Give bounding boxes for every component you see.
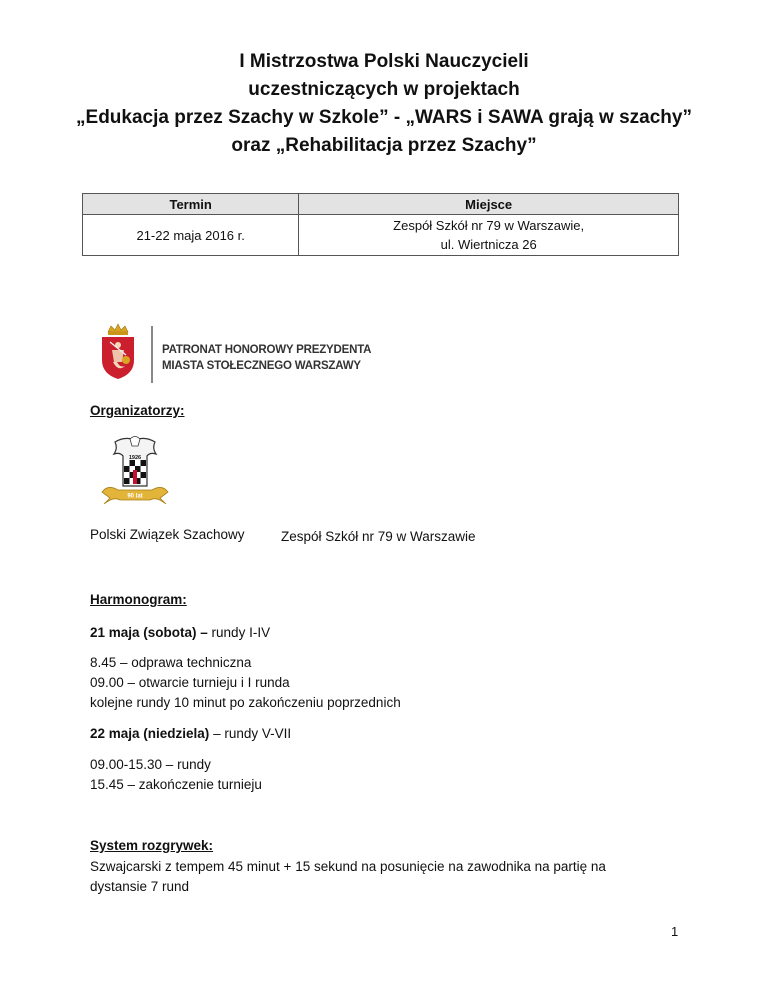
system-description xyxy=(90,857,606,897)
organizer-pzszach: Polski Związek Szachowy xyxy=(90,527,245,542)
info-table-row xyxy=(83,215,679,256)
organizer-school: Zespół Szkół nr 79 w Warszawie xyxy=(281,529,476,544)
warsaw-coat-of-arms-icon xyxy=(98,322,138,380)
page-number: 1 xyxy=(671,924,679,939)
info-table xyxy=(82,193,679,256)
cell-termin: 21-22 maja 2016 r. xyxy=(83,215,299,256)
day1-list xyxy=(90,653,401,713)
miejsce-line-1: Zespół Szkół nr 79 w Warszawie, xyxy=(393,218,585,233)
header-termin: Termin xyxy=(83,194,299,215)
day2-rounds: – rundy V-VII xyxy=(209,726,292,741)
day2-item: 09.00-15.30 – rundy xyxy=(90,757,211,772)
info-table-header xyxy=(83,194,679,215)
day1-header xyxy=(90,623,270,643)
header-miejsce: Miejsce xyxy=(299,194,679,215)
day1-item: kolejne rundy 10 minut po zakończeniu poprzednich xyxy=(90,695,401,710)
title-line-4: oraz „Rehabilitacja przez Szachy” xyxy=(231,135,537,156)
title-line-3: „Edukacja przez Szachy w Szkole” - „WARS i SAWA grają w szachy” xyxy=(76,107,692,128)
patronat-caption xyxy=(162,342,371,374)
day1-date: 21 maja (sobota) – xyxy=(90,625,208,640)
day2-list xyxy=(90,755,262,795)
day1-item: 09.00 – otwarcie turnieju i I runda xyxy=(90,675,290,690)
cell-miejsce xyxy=(299,215,679,256)
logo-year: 1926 xyxy=(128,455,142,461)
miejsce-line-2: ul. Wiertnicza 26 xyxy=(440,237,537,252)
title-line-1: I Mistrzostwa Polski Nauczycieli xyxy=(239,51,529,72)
system-heading: System rozgrywek: xyxy=(90,838,214,853)
patronat-line-2: MIASTA STOŁECZNEGO WARSZAWY xyxy=(162,360,361,372)
patronat-line-1: PATRONAT HONOROWY PREZYDENTA xyxy=(162,344,372,356)
day2-date: 22 maja (niedziela) xyxy=(90,726,210,741)
day1-item: 8.45 – odprawa techniczna xyxy=(90,655,252,670)
logo-ribbon-text: 90 lat xyxy=(127,493,143,500)
schedule-heading: Harmonogram: xyxy=(90,592,187,607)
title-line-2: uczestniczących w projektach xyxy=(248,79,520,100)
system-line-2: dystansie 7 rund xyxy=(90,879,190,894)
patronat-divider xyxy=(151,326,153,383)
organizers-heading: Organizatorzy: xyxy=(90,403,185,418)
chess-federation-logo xyxy=(100,434,170,508)
system-line-1: Szwajcarski z tempem 45 minut + 15 sekund na posunięcie na zawodnika na partię na xyxy=(90,859,606,874)
document-title xyxy=(60,48,708,160)
day2-header xyxy=(90,724,291,744)
day2-item: 15.45 – zakończenie turnieju xyxy=(90,777,262,792)
day1-rounds: rundy I-IV xyxy=(207,625,271,640)
